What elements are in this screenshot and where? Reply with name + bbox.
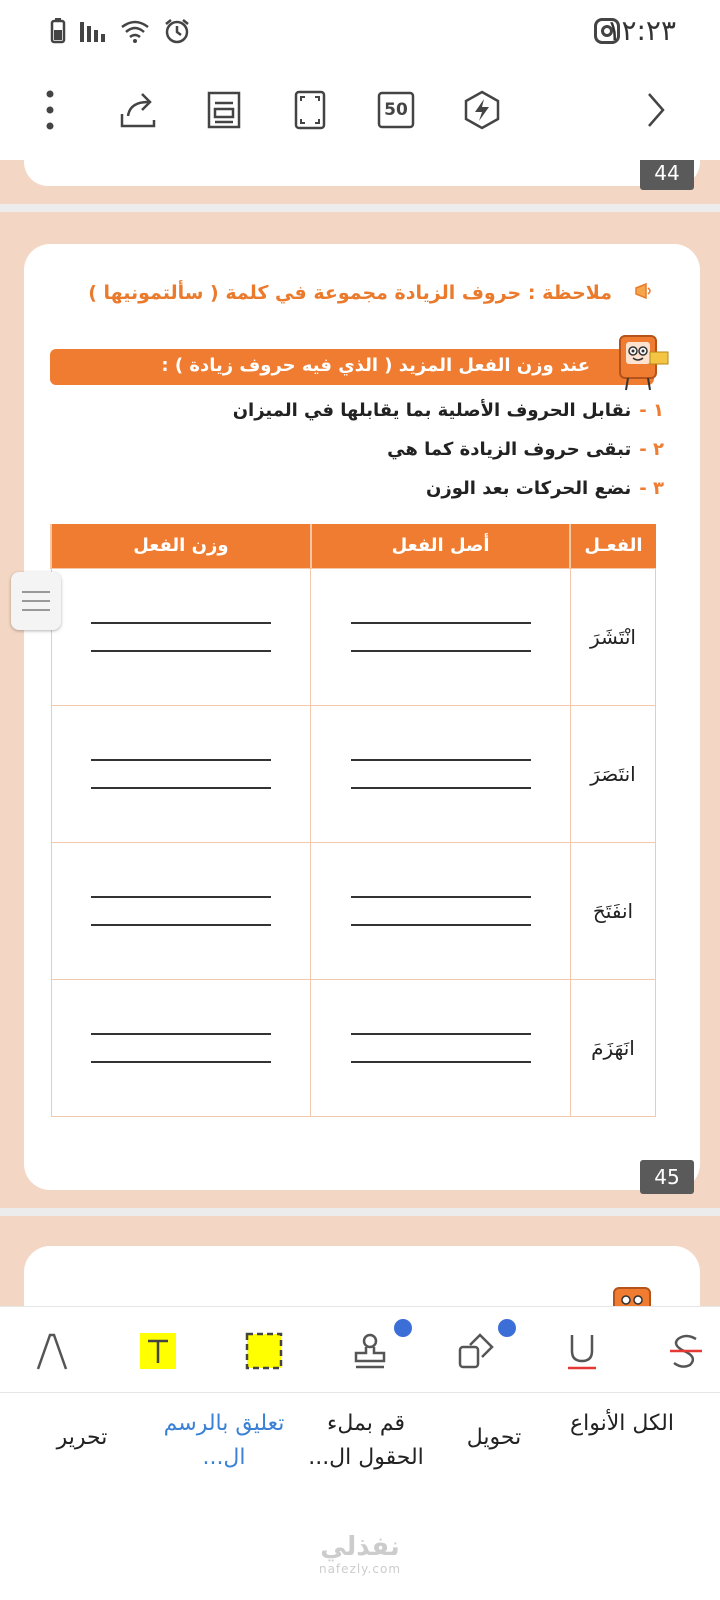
underline-tool-icon[interactable]	[560, 1329, 604, 1373]
table-header-row	[51, 524, 656, 568]
watermark	[300, 1532, 420, 1576]
step-item	[233, 439, 664, 478]
tab-draw-annotate[interactable]: تعليق بالرسم ال...	[163, 1411, 285, 1470]
tab-edit[interactable]: تحرير	[56, 1425, 108, 1450]
table-row	[51, 705, 656, 842]
weight-answer-cell[interactable]	[51, 705, 311, 842]
bottom-navigation	[0, 1492, 720, 1600]
tab-convert[interactable]: تحويل	[466, 1425, 522, 1450]
shapes-tool-icon[interactable]	[454, 1329, 498, 1373]
current-page	[24, 244, 700, 1190]
previous-page-number: 44	[640, 160, 694, 190]
root-answer-cell[interactable]	[311, 979, 571, 1116]
battery-icon	[50, 18, 66, 44]
wifi-icon	[120, 19, 150, 43]
alarm-icon	[164, 18, 190, 44]
mode-tabs	[0, 1392, 720, 1492]
header-verb: الفعـل	[570, 524, 655, 568]
step-text: نقابل الحروف الأصلية بما يقابلها في الميزان	[232, 400, 632, 421]
verb-cell: انْتَشَرَ	[570, 568, 655, 705]
clock: ١٢:٢٣	[606, 14, 676, 47]
step-number: ١ -	[639, 400, 664, 421]
page-number: 45	[640, 1160, 694, 1194]
top-toolbar	[0, 64, 720, 160]
mascot-illustration	[614, 330, 670, 392]
root-answer-cell[interactable]	[311, 568, 571, 705]
tab-fill-fields[interactable]: قم بملء الحقول ال...	[308, 1411, 424, 1470]
handle-line	[22, 609, 50, 611]
verb-cell: انتَصَرَ	[570, 705, 655, 842]
chevron-right-icon[interactable]	[634, 88, 678, 132]
fullscreen-icon[interactable]	[288, 88, 332, 132]
megaphone-icon	[634, 282, 656, 300]
step-number: ٢ -	[639, 439, 664, 460]
pen-tool-icon[interactable]	[30, 1329, 74, 1373]
page-separator	[0, 204, 720, 212]
text-tool-icon[interactable]	[136, 1329, 180, 1373]
premium-badge-icon	[394, 1319, 412, 1337]
drawer-handle[interactable]	[11, 572, 61, 630]
step-item	[233, 478, 664, 517]
more-options-icon[interactable]	[28, 88, 72, 132]
step-item	[233, 400, 664, 439]
root-answer-cell[interactable]	[311, 842, 571, 979]
weight-answer-cell[interactable]	[51, 842, 311, 979]
table-row	[51, 979, 656, 1116]
handle-line	[22, 600, 50, 602]
premium-badge-icon	[498, 1319, 516, 1337]
verb-weight-table	[50, 524, 656, 1117]
page-separator	[0, 1208, 720, 1216]
strikethrough-tool-icon[interactable]	[664, 1329, 708, 1373]
step-text: نضع الحركات بعد الوزن	[425, 478, 632, 499]
tab-all-types[interactable]: الكل الأنواع	[569, 1411, 674, 1436]
verb-cell: انفَتَحَ	[570, 842, 655, 979]
watermark-domain: nafezly.com	[318, 1562, 402, 1576]
page-layout-icon[interactable]	[202, 88, 246, 132]
zoom-level-label: 50	[384, 100, 408, 120]
root-answer-cell[interactable]	[311, 705, 571, 842]
annotation-toolbar	[0, 1306, 720, 1392]
previous-page	[24, 160, 700, 186]
table-row	[51, 842, 656, 979]
signal-icon	[80, 20, 106, 42]
stamp-tool-icon[interactable]	[348, 1329, 392, 1373]
premium-bolt-icon[interactable]	[460, 88, 504, 132]
watermark-logo: نفذلي	[320, 1532, 400, 1562]
step-number: ٣ -	[639, 478, 664, 499]
zoom-level-button[interactable]	[374, 88, 418, 132]
note-text: ملاحظة : حروف الزيادة مجموعة في كلمة ( سألتمونيها )	[88, 282, 612, 304]
weight-answer-cell[interactable]	[51, 568, 311, 705]
table-row	[51, 568, 656, 705]
section-banner	[50, 349, 654, 385]
header-weight: وزن الفعل	[51, 524, 311, 568]
step-text: تبقى حروف الزيادة كما هي	[387, 439, 632, 460]
share-icon[interactable]	[116, 88, 160, 132]
weight-answer-cell[interactable]	[51, 979, 311, 1116]
status-bar	[0, 0, 720, 64]
handle-line	[22, 591, 50, 593]
document-viewer[interactable]	[0, 160, 720, 1332]
verb-cell: انَهَزَمَ	[570, 979, 655, 1116]
banner-title: عند وزن الفعل المزيد ( الذي فيه حروف زيادة ) :	[161, 355, 590, 376]
status-icons	[50, 18, 190, 44]
steps-list	[233, 400, 664, 517]
area-select-tool-icon[interactable]	[242, 1329, 286, 1373]
header-root: أصل الفعل	[311, 524, 571, 568]
